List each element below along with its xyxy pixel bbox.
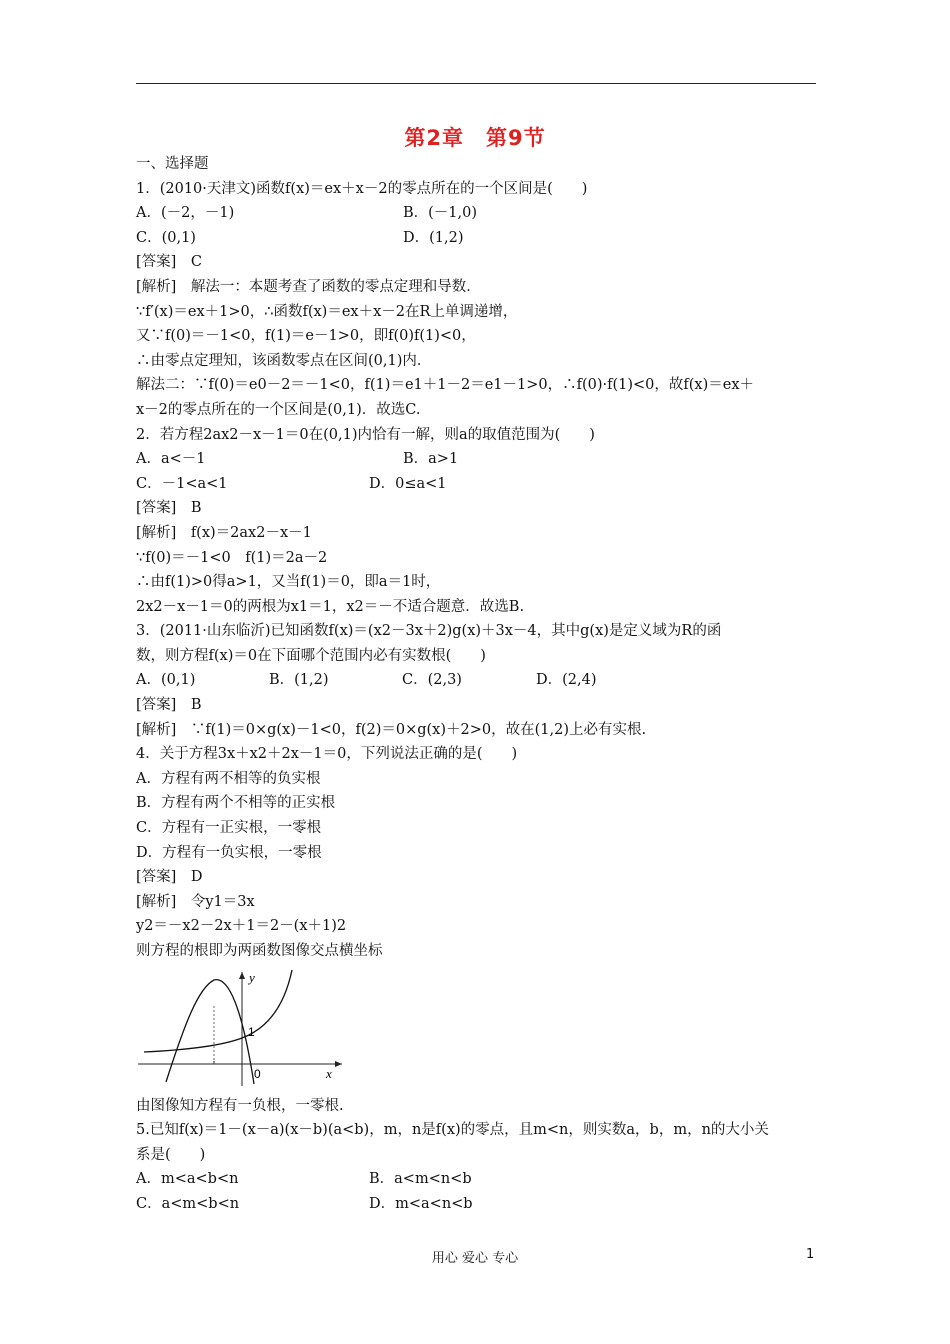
document-body	[136, 152, 816, 1217]
q2-analysis-line: ∵f(0)＝－1<0 f(1)＝2a－2	[136, 549, 328, 566]
x-axis-label: x	[326, 1065, 332, 1081]
q2-analysis-line: 2x2－x－1＝0的两根为x1＝1，x2＝－不适合题意．故选B.	[136, 598, 525, 615]
q5-option-a: A．m<a<b<n	[136, 1171, 239, 1188]
q1-option-c: C．(0,1)	[136, 229, 196, 246]
q1-option-d: D．(1,2)	[403, 229, 464, 246]
chapter-label: 第2章	[404, 126, 464, 150]
q5-stem-line: 5.已知f(x)＝1－(x－a)(x－b)(a<b)，m，n是f(x)的零点，且m<n，则实数a，b，m，n的大小关	[136, 1122, 769, 1139]
q4-option-a: A．方程有两不相等的负实根	[136, 770, 321, 787]
q2-stem: 2．若方程2ax2－x－1＝0在(0,1)内恰有一解，则a的取值范围为( )	[136, 426, 595, 443]
y-intercept-label: 1	[248, 1024, 255, 1039]
q3-options	[136, 668, 816, 693]
q1-analysis-line: ∵f′(x)＝ex＋1>0，∴函数f(x)＝ex＋x－2在R上单调递增，	[136, 303, 518, 320]
q3-option-d: D．(2,4)	[536, 672, 597, 689]
q4-analysis-line: 则方程的根即为两函数图像交点横坐标	[136, 943, 383, 959]
q5-option-d: D．m<a<n<b	[369, 1195, 473, 1212]
q4-conclusion: 由图像知方程有一负根，一零根.	[136, 1097, 344, 1114]
section-label: 第9节	[486, 126, 546, 150]
y-axis-label: y	[249, 969, 255, 985]
q1-option-a: A．(－2，－1)	[136, 205, 235, 222]
q2-option-c: C．－1<a<1	[136, 475, 228, 492]
q2-answer: [答案] B	[136, 500, 202, 517]
q1-options-row2	[136, 226, 816, 251]
q3-answer: [答案] B	[136, 697, 202, 714]
q1-analysis-line: [解析] 解法一：本题考查了函数的零点定理和导数．	[136, 278, 481, 295]
q3-option-c: C．(2,3)	[402, 672, 462, 689]
q5-options-row2	[136, 1192, 816, 1217]
q4-analysis-line: y2＝－x2－2x＋1＝2－(x＋1)2	[136, 918, 347, 935]
q3-stem-line: 数，则方程f(x)＝0在下面哪个范围内必有实数根( )	[136, 647, 486, 664]
q2-options-row1	[136, 447, 816, 472]
q1-answer: [答案] C	[136, 254, 202, 271]
q2-options-row2	[136, 472, 816, 497]
q3-stem-line: 3．(2011·山东临沂)已知函数f(x)＝(x2－3x＋2)g(x)＋3x－4，其中g(x)是定义域为R的函	[136, 623, 722, 640]
q2-analysis-line: ∴由f(1)>0得a>1，又当f(1)＝0，即a＝1时，	[136, 574, 441, 591]
q2-option-b: B．a>1	[403, 451, 459, 468]
q3-option-b: B．(1,2)	[269, 672, 329, 689]
page-footer: 用心 爱心 专心	[431, 1251, 519, 1266]
q2-option-d: D．0≤a<1	[369, 475, 447, 492]
page-title	[0, 122, 950, 152]
section-heading: 一、选择题	[136, 156, 209, 172]
origin-label: 0	[254, 1066, 261, 1081]
q5-option-c: C．a<m<b<n	[136, 1195, 240, 1212]
q1-options-row1	[136, 201, 816, 226]
q3-option-a: A．(0,1)	[136, 672, 196, 689]
q1-stem: 1．(2010·天津文)函数f(x)＝ex＋x－2的零点所在的一个区间是( )	[136, 180, 588, 197]
q4-analysis-line: [解析] 令y1＝3x	[136, 893, 255, 910]
q4-graph	[136, 966, 816, 1088]
function-graph-figure	[136, 966, 356, 1088]
q1-analysis-line: 又∵f(0)＝－1<0，f(1)＝e－1>0，即f(0)f(1)<0，	[136, 328, 476, 345]
q4-option-d: D．方程有一负实根，一零根	[136, 844, 322, 861]
header-rule	[136, 83, 816, 84]
parabola-curve	[166, 979, 254, 1083]
x-axis-arrow	[335, 1061, 342, 1067]
q1-analysis-line: ∴由零点定理知，该函数零点在区间(0,1)内．	[136, 352, 432, 369]
exponential-curve	[144, 970, 292, 1052]
q4-stem: 4．关于方程3x＋x2＋2x－1＝0，下列说法正确的是( )	[136, 746, 518, 763]
q3-analysis-line: [解析] ∵f(1)＝0×g(x)－1<0，f(2)＝0×g(x)＋2>0，故在(1,2)上必有实根.	[136, 721, 647, 738]
q4-option-c: C．方程有一正实根，一零根	[136, 820, 322, 837]
q1-option-b: B．(－1,0)	[403, 205, 478, 222]
page-number: 1	[806, 1247, 815, 1262]
q5-options-row1	[136, 1167, 816, 1192]
y-axis-arrow	[239, 972, 245, 979]
q2-option-a: A．a<－1	[136, 451, 206, 468]
q4-answer: [答案] D	[136, 869, 203, 886]
q2-analysis-line: [解析] f(x)＝2ax2－x－1	[136, 524, 312, 541]
q1-analysis-line: x－2的零点所在的一个区间是(0,1)．故选C.	[136, 401, 421, 418]
q5-option-b: B．a<m<n<b	[369, 1171, 472, 1188]
q1-analysis-line: 解法二：∵f(0)＝e0－2＝－1<0，f(1)＝e1＋1－2＝e1－1>0，∴f(0)·f(1)<0，故f(x)＝ex＋	[136, 377, 755, 394]
q5-stem-line: 系是( )	[136, 1146, 206, 1163]
q4-option-b: B．方程有两个不相等的正实根	[136, 795, 336, 812]
